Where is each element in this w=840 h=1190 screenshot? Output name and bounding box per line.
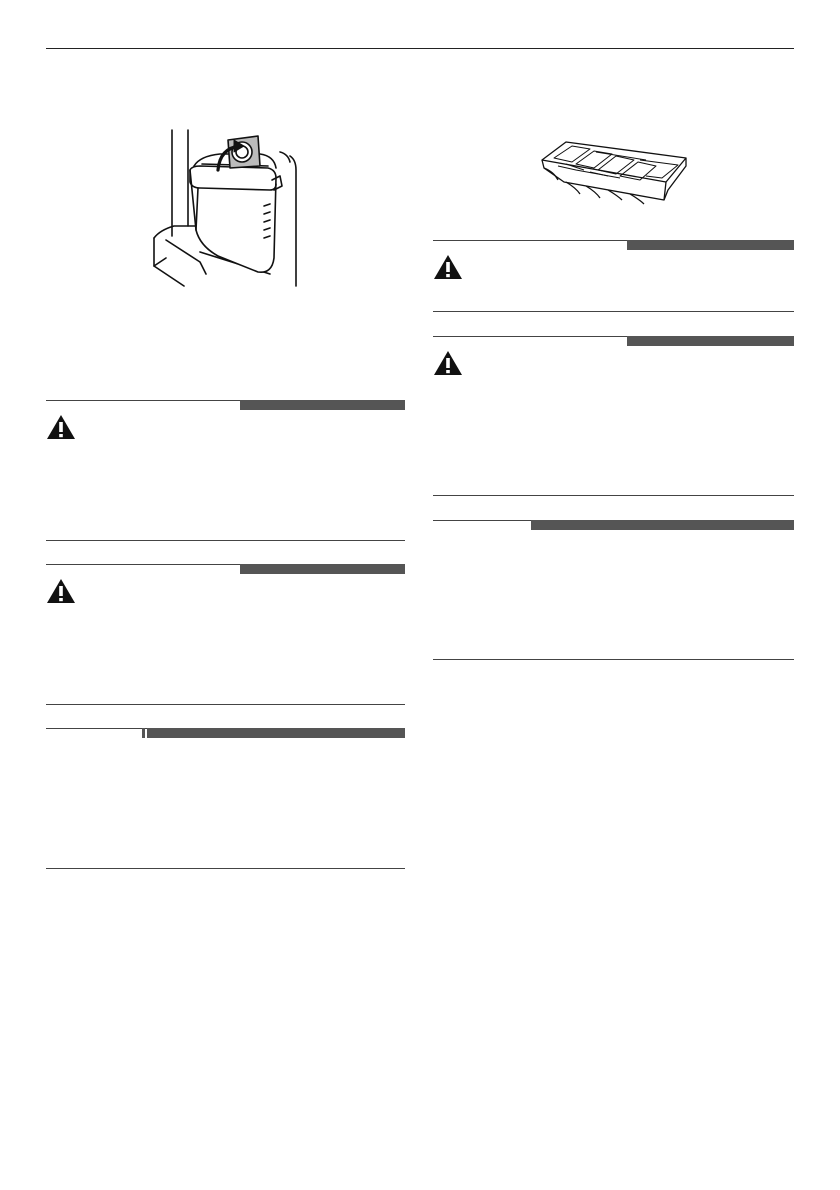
notice-footer-rule [46,540,405,541]
notice-footer-rule [46,868,405,869]
notice-title-bar [627,336,794,346]
warning-triangle-icon [433,254,463,280]
warning-triangle-icon [433,350,463,376]
notice-footer-rule [433,495,794,496]
warning-triangle-icon [46,414,76,440]
warning-triangle-icon [46,578,76,604]
ice-bin-lift-icon [154,130,296,286]
notice-footer-rule [433,311,794,312]
notice-title-bar [240,400,405,410]
ice-tray-illustration [536,138,696,212]
notice-title-bar [240,564,405,574]
notice-footer-rule [46,704,405,705]
notice-title-bar [531,520,794,530]
notice-footer-rule [433,659,794,660]
page-header-rule [46,48,794,49]
ice-tray-icon [542,142,686,204]
notice-title-bar [147,728,405,738]
note-notice-1 [46,728,405,870]
notice-title-bar [627,240,794,250]
ice-bin-illustration [140,126,305,288]
caution-notice-2 [433,336,794,498]
note-notice-2 [433,520,794,662]
warning-notice-1 [46,400,405,542]
warning-notice-2 [433,240,794,314]
notice-title-tick [142,728,145,738]
caution-notice-1 [46,564,405,706]
